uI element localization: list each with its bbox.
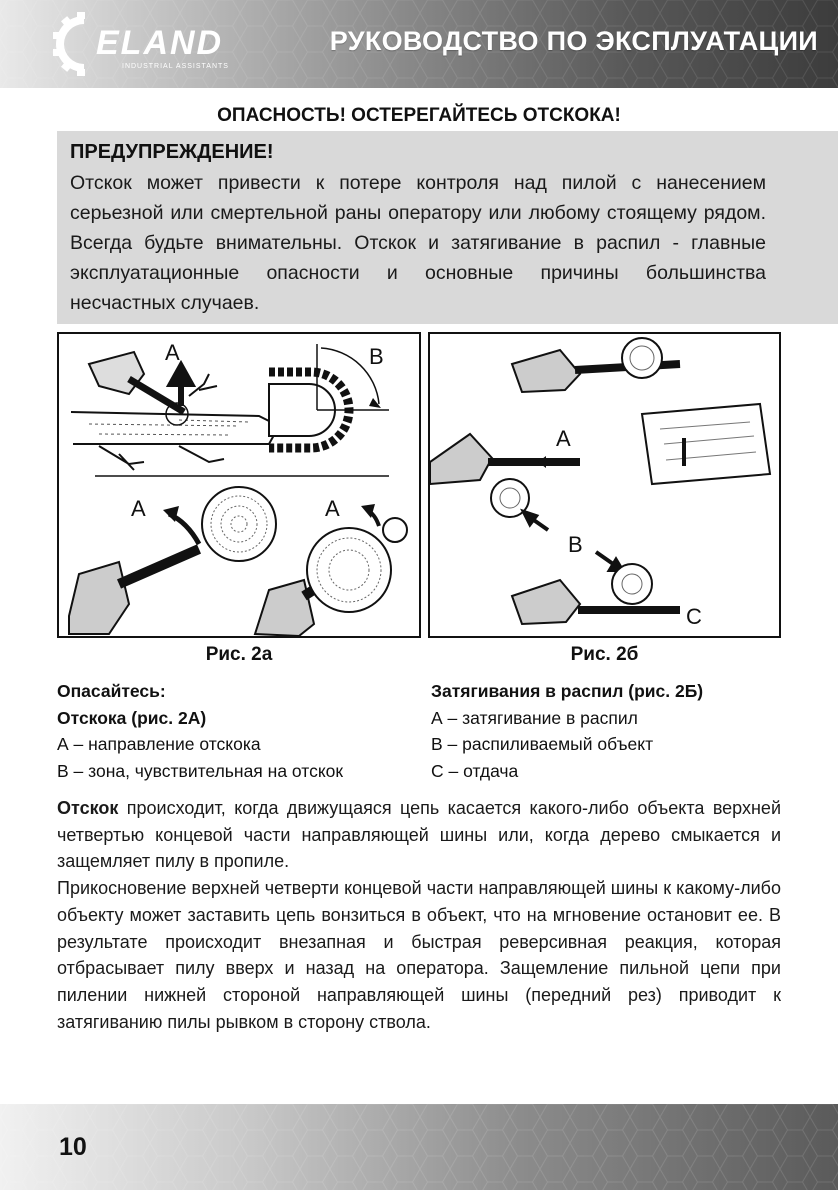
legend-pull-in-line1: А – затягивание в распил [431, 707, 638, 728]
plank-drawing [642, 404, 770, 484]
paragraph-1-rest: происходит, когда движущаяся цепь касается какого-либо объекта верхней четвертью концевой части направляющей шины или, когда дерево смыкается и защемляет пилу в пропиле. [57, 798, 781, 872]
figure-2b-illustration [430, 334, 781, 638]
kickback-arrow-up [171, 366, 191, 406]
danger-heading: ОПАСНОСТЬ! ОСТЕРЕГАЙТЕСЬ ОТСКОКА! [217, 105, 621, 126]
figure-2a-illustration [59, 334, 421, 638]
page-footer [0, 1104, 838, 1190]
warning-box [57, 131, 838, 324]
label-c: С [686, 604, 702, 629]
label-a: А [556, 426, 571, 451]
page-header [0, 0, 838, 88]
warning-title: ПРЕДУПРЕЖДЕНИЕ! [70, 141, 274, 163]
body-text [57, 795, 781, 1035]
arrow-to-log [524, 512, 548, 530]
figure-2a [57, 332, 421, 638]
label-b: В [568, 532, 583, 557]
legend-pull-in-title: Затягивания в распил (рис. 2Б) [431, 681, 704, 701]
warning-text: Отскок может привести к потере контроля над пилой с нанесением серьезной или смертельной раны оператору или любому стоящему рядом. Всегда будьте внимательны. Отскок и затягивание в распил - главные эксплуатационные опасности и основные причины большинства несчастных случаев. [70, 172, 766, 314]
paragraph-2: Прикосновение верхней четверти концевой части направляющей шины к какому-либо объекту может заставить цепь вонзиться в объект, что на мгновение остановит ее. В результате происходит внезапная и быстрая реверсивная реакция, которая отбрасывает пилу вверх и назад на оператора. Защемление пильной цепи при пилении нижней стороной направляющей шины (передний рез) приводит к затягиванию пилы рывком в сторону ствола. [57, 878, 781, 1032]
legend-kickback-line1: А – направление отскока [57, 734, 261, 754]
legend-pull-in-line3: С – отдача [431, 760, 519, 781]
header-title: РУКОВОДСТВО ПО ЭКСПЛУАТАЦИИ [329, 26, 818, 56]
logo-text: ELAND [96, 24, 224, 62]
page-number: 10 [59, 1133, 87, 1161]
chainsaw-drawing-top [512, 338, 680, 392]
eland-logo [50, 12, 265, 76]
paragraph-1 [57, 795, 781, 875]
label-a-right: А [325, 496, 340, 521]
label-a-top: А [165, 340, 180, 365]
legend-kickback [57, 678, 343, 784]
chainsaw-drawing-bottom [512, 564, 680, 624]
legend-pull-in-line2: В – распиливаемый объект [431, 734, 654, 754]
legend-kickback-title1: Опасайтесь: [57, 681, 166, 701]
legend-pull-in [431, 678, 703, 784]
label-a-left: А [131, 496, 146, 521]
figure-2b-caption: Рис. 2б [570, 644, 639, 665]
arrow-to-bottom-log [596, 552, 622, 570]
figure-2a-caption: Рис. 2а [205, 644, 273, 665]
chainsaw-drawing-bottom-right [255, 518, 407, 636]
logo-subtitle: INDUSTRIAL ASSISTANTS [122, 63, 229, 70]
legend-kickback-line2: В – зона, чувствительная на отскок [57, 760, 344, 781]
legend-kickback-title2: Отскока (рис. 2А) [57, 707, 207, 728]
figure-2b [428, 332, 781, 638]
label-b-top: B [369, 344, 384, 369]
footer-hex-pattern [0, 1104, 838, 1190]
paragraph-1-bold: Отскок [57, 798, 119, 818]
